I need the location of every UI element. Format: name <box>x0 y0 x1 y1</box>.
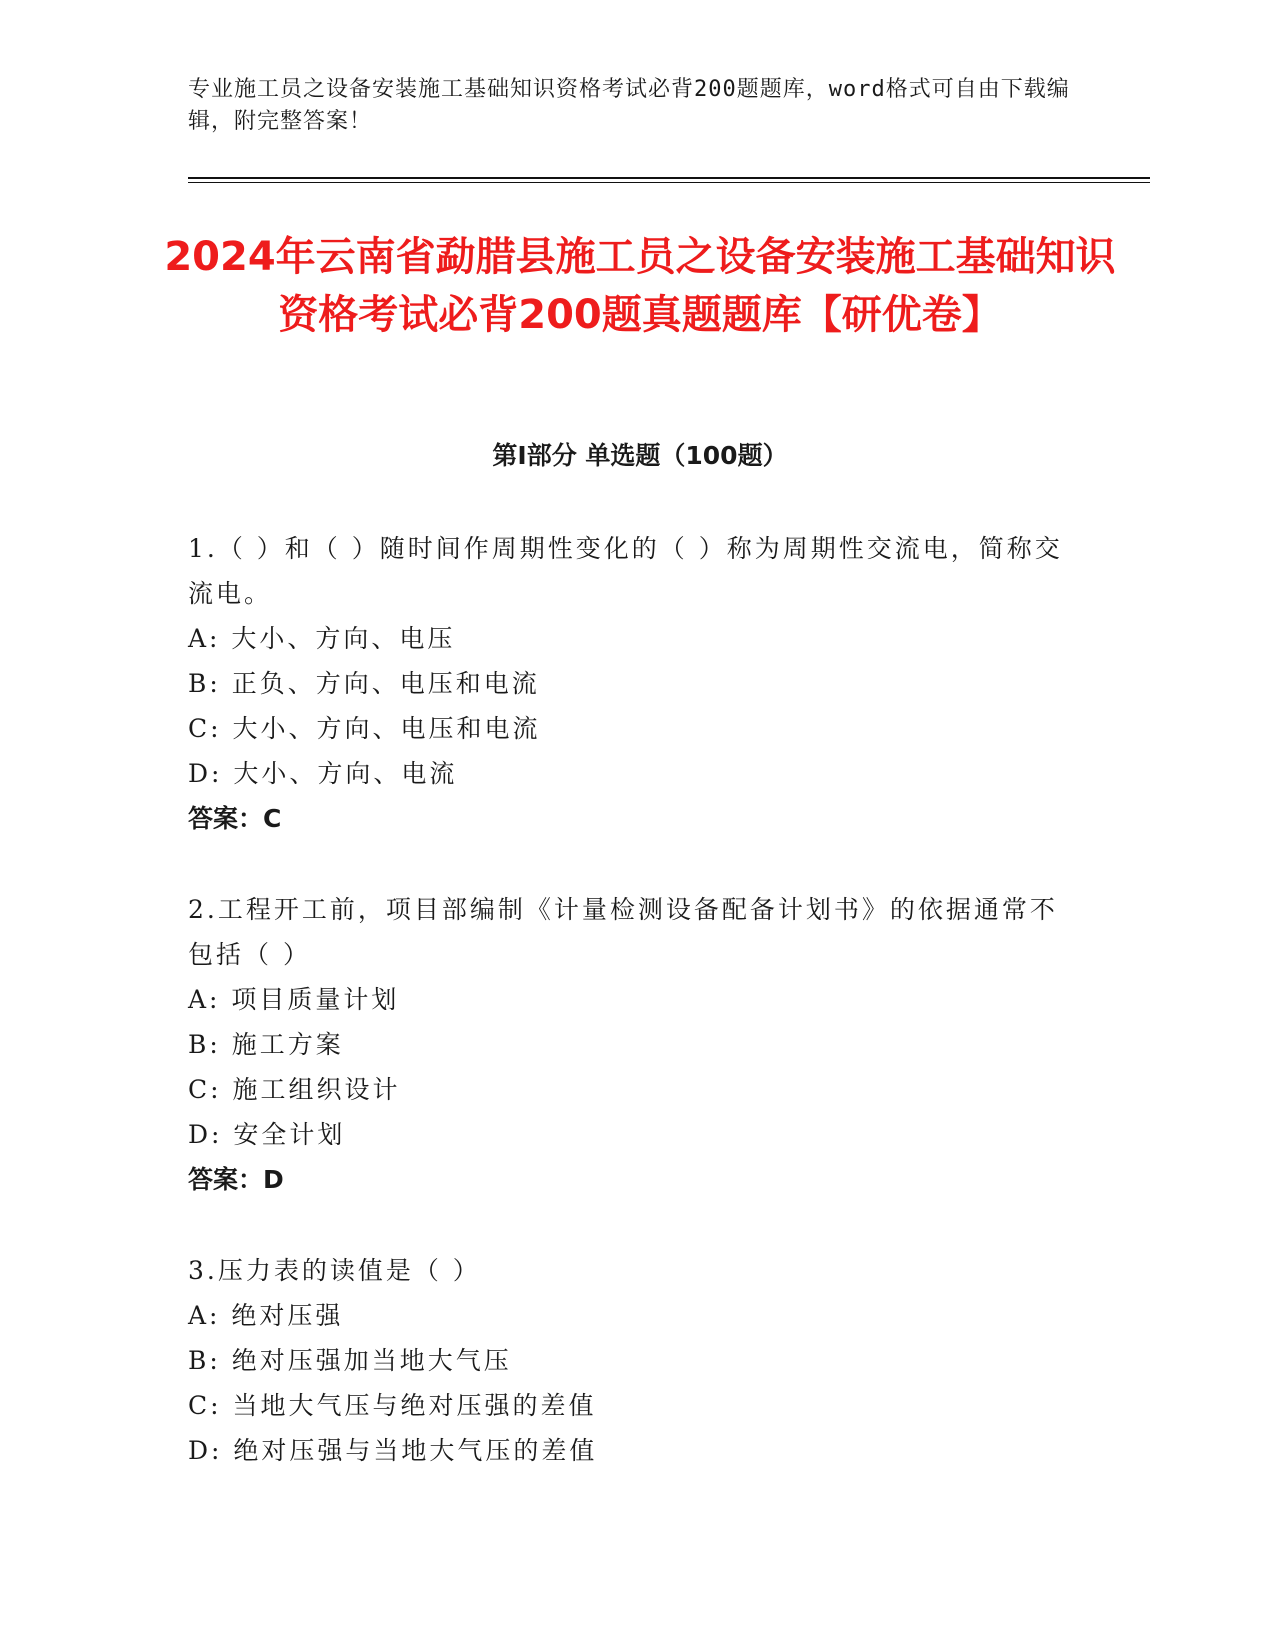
option-b: B: 施工方案 <box>188 1030 344 1059</box>
option-d: D: 绝对压强与当地大气压的差值 <box>188 1436 598 1465</box>
option-a: A: 项目质量计划 <box>188 985 400 1014</box>
header-note: 专业施工员之设备安装施工基础知识资格考试必背200题题库，word格式可自由下载编辑，附完整答案！ <box>188 77 1070 134</box>
option-c: C: 施工组织设计 <box>188 1075 401 1104</box>
question-list <box>188 526 1068 1519</box>
question-3 <box>188 1248 1068 1473</box>
option-b: B: 正负、方向、电压和电流 <box>188 669 540 698</box>
option-c: C: 大小、方向、电压和电流 <box>188 714 541 743</box>
option-d: D: 大小、方向、电流 <box>188 759 458 788</box>
option-b: B: 绝对压强加当地大气压 <box>188 1346 512 1375</box>
section-title: 第Ⅰ部分 单选题（100题） <box>492 441 788 470</box>
option-d: D: 安全计划 <box>188 1120 346 1149</box>
option-a: A: 绝对压强 <box>188 1301 344 1330</box>
header-divider-thick <box>188 177 1150 179</box>
question-2 <box>188 887 1068 1202</box>
question-stem: 3.压力表的读值是（ ） <box>188 1256 481 1285</box>
option-c: C: 当地大气压与绝对压强的差值 <box>188 1391 597 1420</box>
option-a: A: 大小、方向、电压 <box>188 624 456 653</box>
answer: 答案：D <box>188 1165 284 1194</box>
question-stem: 1.（ ）和（ ）随时间作周期性变化的（ ）称为周期性交流电，简称交流电。 <box>188 534 1063 608</box>
question-stem: 2.工程开工前，项目部编制《计量检测设备配备计划书》的依据通常不包括（ ） <box>188 895 1058 969</box>
document-title: 2024年云南省勐腊县施工员之设备安装施工基础知识资格考试必背200题真题题库【研优卷】 <box>164 234 1116 338</box>
header-divider-thin <box>188 182 1150 183</box>
question-1 <box>188 526 1068 841</box>
answer: 答案：C <box>188 804 282 833</box>
